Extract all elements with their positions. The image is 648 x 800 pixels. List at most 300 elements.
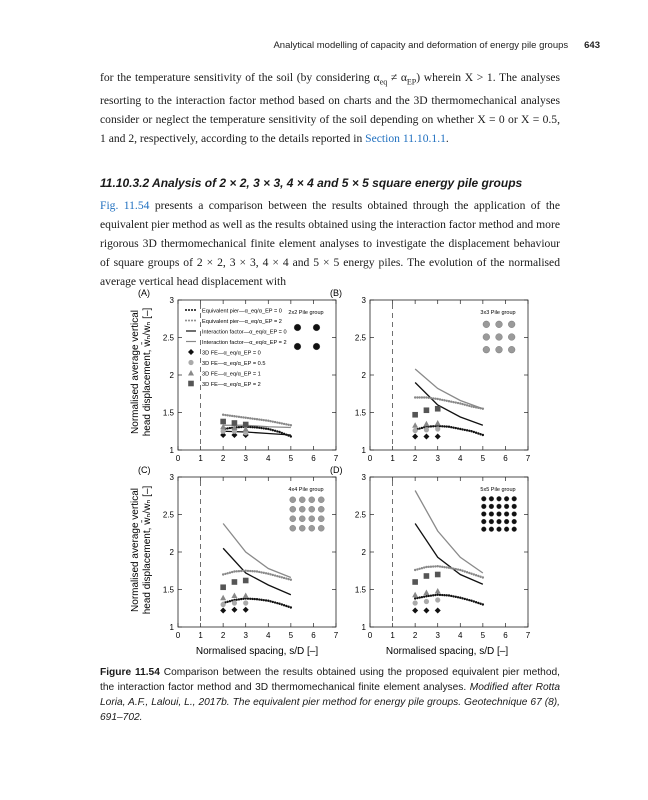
equivalent-pier-0-point bbox=[441, 425, 443, 427]
pile-dot bbox=[497, 519, 502, 524]
fe-2-marker bbox=[232, 579, 238, 585]
x-tick-label: 4 bbox=[266, 631, 271, 640]
equivalent-pier-0-point bbox=[254, 598, 256, 600]
legend-swatch bbox=[185, 309, 187, 311]
equivalent-pier-0-point bbox=[446, 425, 448, 427]
equivalent-pier-0-point bbox=[260, 599, 262, 601]
equivalent-pier-2-point bbox=[448, 400, 450, 402]
intro-paragraph bbox=[100, 68, 560, 148]
y-tick-label: 1.5 bbox=[354, 408, 366, 418]
x-tick-label: 1 bbox=[390, 631, 395, 640]
equivalent-pier-0-point bbox=[240, 426, 242, 428]
equivalent-pier-2-point bbox=[432, 565, 434, 567]
panel-4 bbox=[330, 465, 531, 640]
figure-caption bbox=[100, 665, 560, 725]
x-tick-label: 2 bbox=[220, 631, 226, 640]
equivalent-pier-2-point bbox=[479, 576, 481, 578]
equivalent-pier-2-point bbox=[222, 414, 224, 416]
pile-dot bbox=[299, 525, 305, 531]
y-tick-label: 1 bbox=[169, 623, 174, 632]
equivalent-pier-2-point bbox=[242, 570, 244, 572]
equivalent-pier-0-point bbox=[461, 597, 463, 599]
equivalent-pier-2-point bbox=[418, 568, 420, 570]
fe-2-marker bbox=[412, 579, 418, 585]
x-tick-label: 3 bbox=[435, 454, 440, 463]
x-tick-label: 5 bbox=[480, 631, 486, 640]
equivalent-pier-0-point bbox=[274, 601, 276, 603]
equivalent-pier-2-point bbox=[468, 572, 470, 574]
fe-0-marker bbox=[423, 608, 429, 614]
equivalent-pier-2-point bbox=[251, 417, 253, 419]
pile-group-label: 2x2 Pile group bbox=[288, 310, 324, 316]
equivalent-pier-2-point bbox=[233, 415, 235, 417]
equivalent-pier-0-point bbox=[457, 427, 459, 429]
y-tick-label: 2.5 bbox=[162, 333, 174, 343]
equivalent-pier-2-point bbox=[238, 570, 240, 572]
fe-2-marker bbox=[243, 578, 249, 584]
equivalent-pier-0-point bbox=[278, 603, 280, 605]
y-tick-label: 2.5 bbox=[354, 333, 366, 343]
fe-05-marker bbox=[424, 599, 429, 604]
equivalent-pier-0-point bbox=[448, 426, 450, 428]
legend-label: 3D FE—α_eq/α_EP = 1 bbox=[202, 371, 261, 378]
pile-dot bbox=[481, 496, 486, 501]
equivalent-pier-0-point bbox=[443, 425, 445, 427]
pile-dot bbox=[299, 506, 305, 512]
fe-0-marker bbox=[243, 607, 249, 613]
equivalent-pier-0-point bbox=[281, 603, 283, 605]
equivalent-pier-0-point bbox=[430, 425, 432, 427]
equivalent-pier-2-point bbox=[283, 423, 285, 425]
intro-sub-ep: EP bbox=[406, 77, 417, 87]
equivalent-pier-0-point bbox=[482, 434, 484, 436]
equivalent-pier-0-point bbox=[432, 425, 434, 427]
equivalent-pier-2-point bbox=[283, 577, 285, 579]
equivalent-pier-0-point bbox=[434, 594, 436, 596]
equivalent-pier-0-point bbox=[258, 427, 260, 429]
legend-swatch bbox=[194, 309, 196, 311]
fe-1-marker bbox=[220, 424, 226, 430]
equivalent-pier-0-point bbox=[468, 430, 470, 432]
equivalent-pier-0-point bbox=[479, 603, 481, 605]
x-tick-label: 5 bbox=[288, 631, 294, 640]
equivalent-pier-2-point bbox=[473, 573, 475, 575]
y-axis-label-bottom-1: Normalised average vertical bbox=[130, 488, 141, 612]
legend-swatch bbox=[188, 320, 190, 322]
equivalent-pier-2-point bbox=[470, 573, 472, 575]
equivalent-pier-0-point bbox=[276, 602, 278, 604]
equivalent-pier-0-point bbox=[430, 594, 432, 596]
equivalent-pier-2-point bbox=[267, 420, 269, 422]
section-paragraph bbox=[100, 196, 560, 291]
equivalent-pier-2-point bbox=[290, 579, 292, 581]
equivalent-pier-0-point bbox=[226, 427, 228, 429]
panel-tag: (A) bbox=[138, 288, 150, 298]
y-tick-label: 2 bbox=[169, 371, 174, 380]
equivalent-pier-0-point bbox=[448, 594, 450, 596]
fe-05-marker bbox=[221, 602, 226, 607]
equivalent-pier-0-point bbox=[421, 427, 423, 429]
interaction-factor-2-line bbox=[415, 491, 483, 574]
equivalent-pier-0-point bbox=[466, 429, 468, 431]
running-header bbox=[100, 40, 600, 51]
equivalent-pier-2-point bbox=[459, 402, 461, 404]
fe-1-marker bbox=[231, 593, 237, 599]
equivalent-pier-2-point bbox=[235, 570, 237, 572]
y-tick-label: 1.5 bbox=[162, 408, 174, 418]
intro-text-3: ) wherein X > 1. The analyses resorting to the interaction factor method based on charts and the 3D thermomechanical analyses consider or neglect the temperature sensitivity of the soil depending on whether X = 0 or X = 0.5, 1 and 2, respectively, according to the details reported in bbox=[100, 71, 560, 146]
equivalent-pier-0-point bbox=[470, 600, 472, 602]
equivalent-pier-0-point bbox=[418, 596, 420, 598]
legend-swatch bbox=[188, 370, 194, 376]
x-tick-label: 3 bbox=[243, 454, 248, 463]
x-tick-label: 1 bbox=[198, 631, 203, 640]
equivalent-pier-0-point bbox=[238, 426, 240, 428]
equivalent-pier-2-point bbox=[416, 396, 418, 398]
legend-label: Equivalent pier—α_eq/α_EP = 0 bbox=[202, 308, 282, 315]
equivalent-pier-0-point bbox=[475, 601, 477, 603]
y-tick-label: 3 bbox=[361, 296, 366, 305]
equivalent-pier-0-point bbox=[251, 598, 253, 600]
equivalent-pier-2-point bbox=[479, 407, 481, 409]
figure-link[interactable]: Fig. 11.54 bbox=[100, 199, 150, 212]
x-tick-label: 6 bbox=[311, 631, 316, 640]
pile-dot bbox=[508, 346, 515, 353]
fe-0-marker bbox=[435, 434, 441, 440]
y-axis-label-top-1: Normalised average vertical bbox=[130, 310, 141, 434]
equivalent-pier-0-point bbox=[290, 435, 292, 437]
equivalent-pier-0-point bbox=[418, 427, 420, 429]
equivalent-pier-2-point bbox=[425, 396, 427, 398]
panel-tag: (B) bbox=[330, 288, 342, 298]
equivalent-pier-2-point bbox=[448, 567, 450, 569]
equivalent-pier-0-point bbox=[251, 426, 253, 428]
equivalent-pier-2-point bbox=[421, 567, 423, 569]
intro-sub-eq: eq bbox=[379, 77, 388, 87]
equivalent-pier-2-point bbox=[249, 570, 251, 572]
equivalent-pier-2-point bbox=[482, 408, 484, 410]
equivalent-pier-2-point bbox=[231, 571, 233, 573]
equivalent-pier-0-point bbox=[443, 594, 445, 596]
equivalent-pier-0-point bbox=[432, 594, 434, 596]
equivalent-pier-2-point bbox=[470, 405, 472, 407]
x-tick-label: 1 bbox=[198, 454, 203, 463]
equivalent-pier-2-point bbox=[455, 401, 457, 403]
caption-text: Comparison between the results obtained using the proposed equivalent pier method, the interaction factor method and 3D thermomechanical finite element analyses. bbox=[100, 667, 560, 693]
equivalent-pier-2-point bbox=[247, 570, 249, 572]
pile-dot bbox=[299, 497, 305, 503]
x-tick-label: 2 bbox=[412, 631, 418, 640]
pile-dot bbox=[294, 324, 301, 331]
fe-2-marker bbox=[435, 406, 441, 412]
equivalent-pier-2-point bbox=[430, 566, 432, 568]
equivalent-pier-2-point bbox=[285, 423, 287, 425]
pile-group-label: 4x4 Pile group bbox=[288, 487, 324, 493]
equivalent-pier-0-point bbox=[229, 600, 231, 602]
equivalent-pier-0-point bbox=[287, 434, 289, 436]
equivalent-pier-2-point bbox=[240, 416, 242, 418]
legend-label: Interaction factor—α_eq/α_EP = 0 bbox=[202, 329, 287, 336]
fe-1-marker bbox=[423, 590, 429, 596]
pile-dot bbox=[504, 527, 509, 532]
y-tick-label: 1 bbox=[169, 446, 174, 455]
pile-dot bbox=[290, 497, 296, 503]
equivalent-pier-2-point bbox=[222, 573, 224, 575]
pile-dot bbox=[508, 321, 515, 328]
equivalent-pier-2-point bbox=[473, 406, 475, 408]
fe-05-marker bbox=[413, 428, 418, 433]
panel-3 bbox=[138, 465, 339, 640]
equivalent-pier-2-point bbox=[423, 566, 425, 568]
pile-dot bbox=[481, 519, 486, 524]
pile-dot bbox=[489, 527, 494, 532]
equivalent-pier-0-point bbox=[473, 431, 475, 433]
equivalent-pier-2-point bbox=[267, 573, 269, 575]
x-axis-label-left: Normalised spacing, s/D [–] bbox=[195, 646, 319, 657]
fe-2-marker bbox=[220, 584, 226, 590]
fe-2-marker bbox=[435, 572, 441, 578]
equivalent-pier-2-point bbox=[461, 570, 463, 572]
pile-dot bbox=[504, 512, 509, 517]
fe-1-marker bbox=[412, 422, 418, 428]
equivalent-pier-2-point bbox=[285, 577, 287, 579]
pile-dot bbox=[489, 496, 494, 501]
fe-0-marker bbox=[435, 608, 441, 614]
panel-tag: (D) bbox=[330, 465, 343, 475]
equivalent-pier-2-point bbox=[224, 414, 226, 416]
fe-05-marker bbox=[232, 600, 237, 605]
equivalent-pier-2-point bbox=[434, 565, 436, 567]
pile-dot bbox=[481, 512, 486, 517]
equivalent-pier-2-point bbox=[258, 418, 260, 420]
equivalent-pier-2-point bbox=[245, 570, 247, 572]
equivalent-pier-2-point bbox=[265, 419, 267, 421]
equivalent-pier-2-point bbox=[256, 418, 258, 420]
equivalent-pier-2-point bbox=[466, 404, 468, 406]
equivalent-pier-2-point bbox=[425, 566, 427, 568]
equivalent-pier-2-point bbox=[276, 575, 278, 577]
equivalent-pier-0-point bbox=[459, 597, 461, 599]
equivalent-pier-0-point bbox=[450, 426, 452, 428]
equivalent-pier-0-point bbox=[269, 428, 271, 430]
pile-dot bbox=[512, 519, 517, 524]
pile-dot bbox=[508, 334, 515, 341]
equivalent-pier-0-point bbox=[437, 594, 439, 596]
equivalent-pier-2-point bbox=[464, 404, 466, 406]
page-number: 643 bbox=[584, 40, 600, 51]
y-tick-label: 2.5 bbox=[162, 510, 174, 520]
equivalent-pier-2-point bbox=[437, 398, 439, 400]
x-tick-label: 6 bbox=[311, 454, 316, 463]
equivalent-pier-2-point bbox=[240, 570, 242, 572]
equivalent-pier-2-point bbox=[260, 419, 262, 421]
equivalent-pier-2-point bbox=[452, 401, 454, 403]
equivalent-pier-2-point bbox=[235, 415, 237, 417]
equivalent-pier-2-point bbox=[430, 397, 432, 399]
pile-dot bbox=[290, 525, 296, 531]
fe-0-marker bbox=[412, 434, 418, 440]
equivalent-pier-0-point bbox=[240, 598, 242, 600]
pile-dot bbox=[290, 516, 296, 522]
equivalent-pier-2-point bbox=[423, 396, 425, 398]
x-tick-label: 1 bbox=[390, 454, 395, 463]
equivalent-pier-0-point bbox=[258, 598, 260, 600]
equivalent-pier-2-point bbox=[281, 422, 283, 424]
equivalent-pier-2-point bbox=[452, 567, 454, 569]
equivalent-pier-2-point bbox=[254, 418, 256, 420]
equivalent-pier-2-point bbox=[287, 578, 289, 580]
fe-0-marker bbox=[423, 434, 429, 440]
section-heading: 11.10.3.2 Analysis of 2 × 2, 3 × 3, 4 × 4 and 5 × 5 square energy pile groups bbox=[100, 176, 523, 190]
pile-dot bbox=[313, 343, 320, 350]
pile-dot bbox=[512, 512, 517, 517]
equivalent-pier-2-point bbox=[258, 571, 260, 573]
equivalent-pier-0-point bbox=[414, 597, 416, 599]
equivalent-pier-2-point bbox=[443, 566, 445, 568]
equivalent-pier-2-point bbox=[482, 576, 484, 578]
y-axis-label-top-2: head displacement, w̄ₙ/wₙ [–] bbox=[142, 307, 153, 437]
equivalent-pier-2-point bbox=[418, 396, 420, 398]
equivalent-pier-2-point bbox=[278, 422, 280, 424]
x-tick-label: 2 bbox=[220, 454, 226, 463]
equivalent-pier-2-point bbox=[229, 572, 231, 574]
equivalent-pier-0-point bbox=[267, 600, 269, 602]
equivalent-pier-2-point bbox=[269, 420, 271, 422]
equivalent-pier-0-point bbox=[425, 595, 427, 597]
equivalent-pier-0-point bbox=[477, 602, 479, 604]
x-axis-label-right: Normalised spacing, s/D [–] bbox=[385, 646, 509, 657]
equivalent-pier-0-point bbox=[455, 596, 457, 598]
x-tick-label: 7 bbox=[333, 631, 339, 640]
pile-dot bbox=[483, 321, 490, 328]
equivalent-pier-0-point bbox=[470, 430, 472, 432]
legend-swatch bbox=[191, 320, 193, 322]
y-tick-label: 2.5 bbox=[354, 510, 366, 520]
intro-text-2: ≠ α bbox=[387, 71, 407, 84]
pile-dot bbox=[290, 506, 296, 512]
y-tick-label: 3 bbox=[169, 473, 174, 482]
equivalent-pier-0-point bbox=[450, 595, 452, 597]
pile-group-label: 5x5 Pile group bbox=[480, 487, 516, 493]
equivalent-pier-0-point bbox=[229, 427, 231, 429]
equivalent-pier-2-point bbox=[441, 566, 443, 568]
equivalent-pier-2-point bbox=[427, 397, 429, 399]
equivalent-pier-2-point bbox=[226, 414, 228, 416]
x-tick-label: 0 bbox=[367, 454, 373, 463]
equivalent-pier-2-point bbox=[466, 571, 468, 573]
equivalent-pier-2-point bbox=[229, 414, 231, 416]
equivalent-pier-0-point bbox=[473, 600, 475, 602]
x-tick-label: 6 bbox=[503, 631, 508, 640]
interaction-factor-0-line bbox=[415, 383, 483, 426]
pile-dot bbox=[489, 512, 494, 517]
fe-1-marker bbox=[423, 421, 429, 427]
fe-2-marker bbox=[412, 412, 418, 418]
equivalent-pier-0-point bbox=[290, 606, 292, 608]
legend-label: Interaction factor—α_eq/α_EP = 2 bbox=[202, 340, 287, 346]
fe-2-marker bbox=[243, 422, 249, 428]
fe-2-marker bbox=[232, 420, 238, 426]
caption-label: Figure 11.54 bbox=[100, 667, 160, 678]
equivalent-pier-0-point bbox=[254, 426, 256, 428]
pile-dot bbox=[489, 519, 494, 524]
pile-dot bbox=[299, 516, 305, 522]
equivalent-pier-2-point bbox=[242, 416, 244, 418]
pile-dot bbox=[483, 346, 490, 353]
section-link[interactable]: Section 11.10.1.1 bbox=[365, 132, 446, 146]
equivalent-pier-0-point bbox=[457, 596, 459, 598]
equivalent-pier-0-point bbox=[446, 594, 448, 596]
equivalent-pier-0-point bbox=[461, 428, 463, 430]
equivalent-pier-0-point bbox=[464, 598, 466, 600]
pile-dot bbox=[318, 497, 324, 503]
equivalent-pier-0-point bbox=[238, 598, 240, 600]
x-tick-label: 3 bbox=[243, 631, 248, 640]
x-tick-label: 2 bbox=[412, 454, 418, 463]
pile-dot bbox=[504, 504, 509, 509]
equivalent-pier-2-point bbox=[475, 574, 477, 576]
fe-05-marker bbox=[243, 600, 248, 605]
equivalent-pier-2-point bbox=[272, 420, 274, 422]
pile-dot bbox=[497, 504, 502, 509]
equivalent-pier-0-point bbox=[482, 603, 484, 605]
equivalent-pier-2-point bbox=[414, 396, 416, 398]
equivalent-pier-2-point bbox=[247, 417, 249, 419]
y-axis-label-bottom-2: head displacement, w̄ₙ/wₙ [–] bbox=[142, 485, 153, 615]
equivalent-pier-2-point bbox=[450, 567, 452, 569]
legend-swatch bbox=[185, 320, 187, 322]
equivalent-pier-0-point bbox=[272, 601, 274, 603]
equivalent-pier-0-point bbox=[226, 601, 228, 603]
equivalent-pier-2-point bbox=[457, 568, 459, 570]
fe-05-marker bbox=[435, 597, 440, 602]
fe-05-marker bbox=[424, 427, 429, 432]
fe-2-marker bbox=[220, 419, 226, 425]
equivalent-pier-2-point bbox=[281, 576, 283, 578]
pile-dot bbox=[512, 496, 517, 501]
equivalent-pier-2-point bbox=[459, 569, 461, 571]
equivalent-pier-2-point bbox=[274, 574, 276, 576]
equivalent-pier-0-point bbox=[477, 432, 479, 434]
legend-swatch bbox=[188, 349, 194, 355]
y-tick-label: 3 bbox=[361, 473, 366, 482]
legend-swatch bbox=[194, 320, 196, 322]
equivalent-pier-2-point bbox=[256, 570, 258, 572]
equivalent-pier-2-point bbox=[251, 570, 253, 572]
caption-source: Modified after Rotta Loria, A.F., Laloui, L., 2017b. The equivalent pier method for energy pile groups. Geotechnique 67 (8), 691–702. bbox=[100, 682, 560, 723]
fe-2-marker bbox=[424, 573, 430, 579]
equivalent-pier-0-point bbox=[468, 599, 470, 601]
legend-label: 3D FE—α_eq/α_EP = 0.5 bbox=[202, 361, 266, 367]
equivalent-pier-0-point bbox=[265, 428, 267, 430]
equivalent-pier-0-point bbox=[479, 433, 481, 435]
equivalent-pier-2-point bbox=[446, 400, 448, 402]
equivalent-pier-0-point bbox=[281, 432, 283, 434]
equivalent-pier-0-point bbox=[287, 606, 289, 608]
equivalent-pier-2-point bbox=[437, 565, 439, 567]
y-tick-label: 1.5 bbox=[354, 585, 366, 595]
equivalent-pier-2-point bbox=[443, 399, 445, 401]
equivalent-pier-2-point bbox=[263, 572, 265, 574]
fe-05-marker bbox=[413, 600, 418, 605]
y-tick-label: 1 bbox=[361, 446, 366, 455]
pile-dot bbox=[496, 334, 503, 341]
equivalent-pier-0-point bbox=[272, 429, 274, 431]
pile-dot bbox=[483, 334, 490, 341]
y-tick-label: 3 bbox=[169, 296, 174, 305]
equivalent-pier-2-point bbox=[287, 424, 289, 426]
equivalent-pier-2-point bbox=[468, 405, 470, 407]
